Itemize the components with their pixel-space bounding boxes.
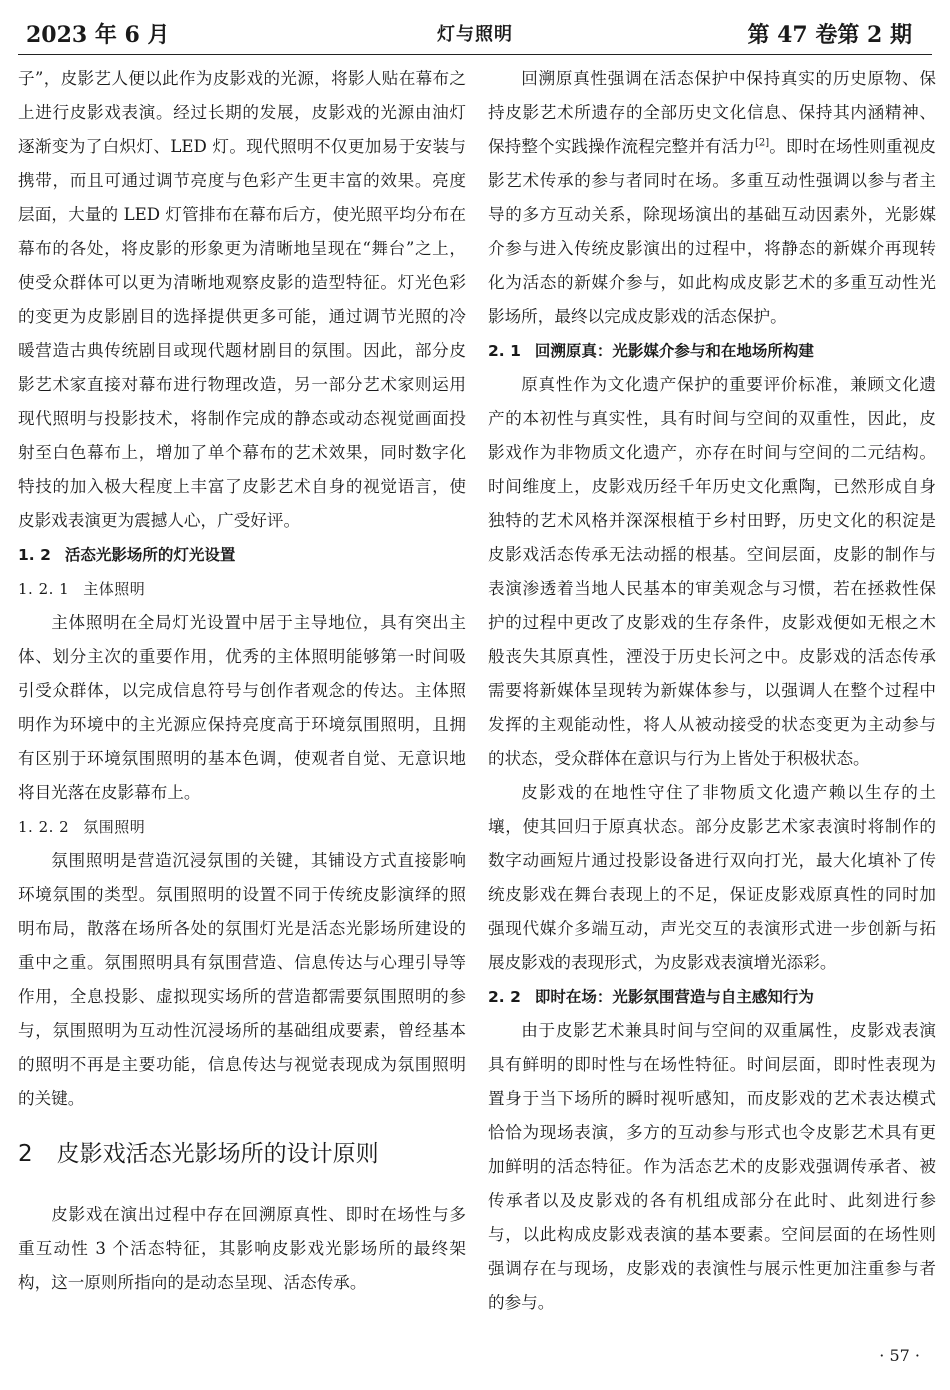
left-column: [18, 62, 466, 1300]
running-header: [18, 14, 932, 55]
paragraph: [488, 62, 936, 334]
section-title: 氛围照明: [83, 818, 146, 836]
paragraph: 原真性作为文化遗产保护的重要评价标准，兼顾文化遗产的本初性与真实性，具有时间与空间的双重性，因此，皮影戏作为非物质文化遗产，亦存在时间与空间的二元结构。时间维度上，皮影戏历经千年历史文化熏陶，已然形成自身独特的艺术风格并深深根植于乡村田野，历史文化的积淀是皮影戏活态传承无法动摇的根基。空间层面，皮影的制作与表演渗透着当地人民基本的审美观念与习惯，若在拯救性保护的过程中更改了皮影戏的生存条件，皮影戏便如无根之木般丧失其原真性，湮没于历史长河之中。皮影戏的活态传承需要将新媒体呈现转为新媒体参与，以强调人在整个过程中发挥的主观能动性，将人从被动接受的状态变更为主动参与的状态，受众群体在意识与行为上皆处于积极状态。: [488, 375, 936, 768]
paragraph-text: 回溯原真性强调在活态保护中保持真实的历史原物、保持皮影艺术所遗存的全部历史文化信息、保持其内涵精神、保持整个实践操作流程完整并有活力: [488, 69, 936, 156]
section-number: 1. 2: [18, 546, 51, 564]
right-column: [488, 62, 936, 1320]
paragraph: 皮影戏在演出过程中存在回溯原真性、即时在场性与多重互动性 3 个活态特征，其影响皮影戏光影场所的最终架构，这一原则所指向的是动态呈现、活态传承。: [18, 1205, 466, 1292]
chapter-number: 2: [18, 1141, 33, 1167]
paragraph: 由于皮影艺术兼具时间与空间的双重属性，皮影戏表演具有鲜明的即时性与在场性特征。时间层面，即时性表现为置身于当下场所的瞬时视听感知，而皮影戏的艺术表达模式恰恰为现场表演，多方的互动参与形式也令皮影艺术具有更加鲜明的活态特征。作为活态艺术的皮影戏强调传承者、被传承者以及皮影戏的各有机组成部分在此时、此刻进行参与，以此构成皮影戏表演的基本要素。空间层面的在场性则强调存在与现场，皮影戏的表演性与展示性更加注重参与者的参与。: [488, 1021, 936, 1312]
section-heading-2-1: [488, 334, 936, 368]
paragraph-text: 。即时在场性则重视皮影艺术传承的参与者同时在场。多重互动性强调以参与者主导的多方互动关系，除现场演出的基础互动因素外，光影媒介参与进入传统皮影演出的过程中，将静态的新媒介再现转化为活态的新媒介参与，如此构成皮影艺术的多重互动性光影场所，最终以完成皮影戏的活态保护。: [488, 137, 937, 326]
section-number: 2. 2: [488, 988, 521, 1006]
section-number: 1. 2. 2: [18, 818, 70, 836]
paragraph: 主体照明在全局灯光设置中居于主导地位，具有突出主体、划分主次的重要作用，优秀的主体照明能够第一时间吸引受众群体，以完成信息符号与创作者观念的传达。主体照明作为环境中的主光源应保持亮度高于环境氛围照明，且拥有区别于环境氛围照明的基本色调，使观者自觉、无意识地将目光落在皮影幕布上。: [18, 613, 466, 802]
section-title: 主体照明: [83, 580, 146, 598]
header-volume-issue: 第 47 卷第 2 期: [747, 22, 912, 48]
header-date: 2023 年 6 月: [26, 22, 170, 48]
section-title: 活态光影场所的灯光设置: [64, 546, 236, 564]
subsection-heading-1-2-1: [18, 572, 466, 606]
section-heading-1-2: [18, 538, 466, 572]
paragraph: 皮影戏的在地性守住了非物质文化遗产赖以生存的土壤，使其回归于原真状态。部分皮影艺术家表演时将制作的数字动画短片通过投影设备进行双向打光，最大化填补了传统皮影戏在舞台表现上的不足，保证皮影戏原真性的同时加强现代媒介多端互动，声光交互的表演形式进一步创新与拓展皮影戏的表现形式，为皮影戏表演增光添彩。: [488, 783, 936, 972]
section-title: 回溯原真：光影媒介参与和在地场所构建: [534, 342, 814, 360]
citation-ref[interactable]: [2]: [754, 137, 770, 149]
section-heading-2-2: [488, 980, 936, 1014]
section-number: 1. 2. 1: [18, 580, 70, 598]
section-number: 2. 1: [488, 342, 521, 360]
paragraph: 氛围照明是营造沉浸氛围的关键，其铺设方式直接影响环境氛围的类型。氛围照明的设置不同于传统皮影演绎的照明布局，散落在场所各处的氛围灯光是活态光影场所建设的重中之重。氛围照明具有氛围营造、信息传达与心理引导等作用，全息投影、虚拟现实场所的营造都需要氛围照明的参与，氛围照明为互动性沉浸场所的基础组成要素，曾经基本的照明不再是主要功能，信息传达与视觉表现成为氛围照明的关键。: [18, 851, 466, 1108]
paragraph: 子”，皮影艺人便以此作为皮影戏的光源，将影人贴在幕布之上进行皮影戏表演。经过长期的发展，皮影戏的光源由油灯逐渐变为了白炽灯、LED 灯。现代照明不仅更加易于安装与携带，而且可通过调节亮度与色彩产生更丰富的效果。亮度层面，大量的 LED 灯管排布在幕布后方，使光照平均分布在幕布的各处，将皮影的形象更为清晰地呈现在“舞台”之上，使受众群体可以更为清晰地观察皮影的造型特征。灯光色彩的变更为皮影剧目的选择提供更多可能，通过调节光照的冷暖营造古典传统剧目或现代题材剧目的氛围。因此，部分皮影艺术家直接对幕布进行物理改造，另一部分艺术家则运用现代照明与投影技术，将制作完成的静态或动态视觉画面投射至白色幕布上，增加了单个幕布的艺术效果，同时数字化特技的加入极大程度上丰富了皮影艺术自身的视觉语言，使皮影戏表演更为震撼人心，广受好评。: [18, 69, 466, 530]
page-number: · 57 ·: [879, 1346, 920, 1365]
chapter-heading-2: [18, 1136, 466, 1172]
header-journal-title: 灯与照明: [437, 24, 513, 45]
chapter-title: 皮影戏活态光影场所的设计原则: [56, 1141, 379, 1167]
subsection-heading-1-2-2: [18, 810, 466, 844]
section-title: 即时在场：光影氛围营造与自主感知行为: [534, 988, 814, 1006]
